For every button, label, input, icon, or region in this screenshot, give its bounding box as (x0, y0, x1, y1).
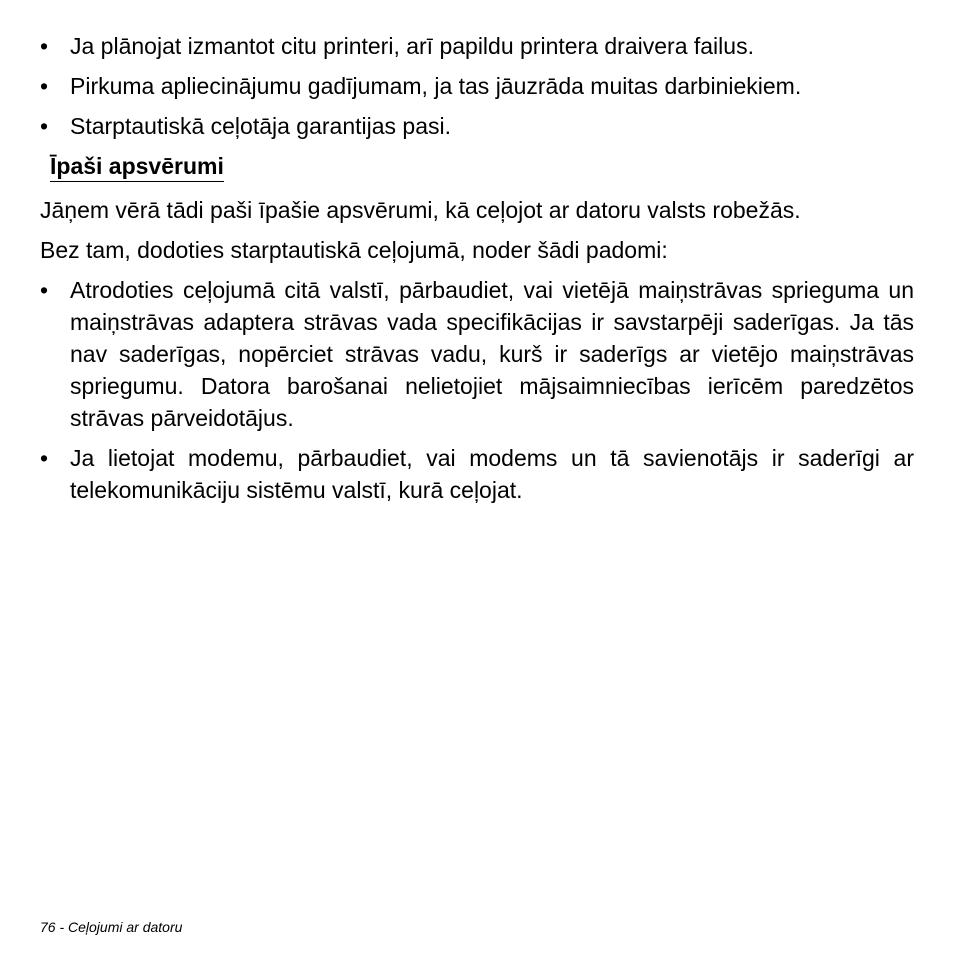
intro-paragraph: Jāņem vērā tādi paši īpašie apsvērumi, kā ceļojot ar datoru valsts robežās. (40, 197, 801, 223)
section-heading: Īpaši apsvērumi (50, 151, 224, 182)
section-heading-wrapper (50, 150, 914, 182)
page-footer: 76 - Ceļojumi ar datoru (40, 919, 183, 935)
list-item (40, 274, 914, 434)
bullet-icon: • (40, 277, 49, 303)
tips-lead-paragraph: Bez tam, dodoties starptautiskā ceļojumā, noder šādi padomi: (40, 237, 668, 263)
document-page (40, 30, 914, 514)
list-item-text: Atrodoties ceļojumā citā valstī, pārbaudiet, vai vietējā maiņstrāvas sprieguma un maiņstrāvas adaptera strāvas vada specifikācijas ir savstarpēji saderīgas. Ja tās nav saderīgas, nopērciet strāvas vadu, kurš ir saderīgs ar vietējo maiņstrāvas spriegumu. Datora barošanai nelietojiet mājsaimniecības ierīcēm paredzētos strāvas pārveidotājus. (70, 277, 914, 431)
bullet-icon: • (40, 445, 49, 471)
list-item-text: Starptautiskā ceļotāja garantijas pasi. (70, 113, 451, 139)
list-item-text: Ja plānojat izmantot citu printeri, arī papildu printera draivera failus. (70, 33, 754, 59)
bullet-icon: • (40, 73, 49, 99)
list-item (40, 30, 914, 62)
top-bullet-list (40, 30, 914, 142)
tips-bullet-list (40, 274, 914, 506)
list-item (40, 70, 914, 102)
bullet-icon: • (40, 113, 49, 139)
bullet-icon: • (40, 33, 49, 59)
list-item-text: Pirkuma apliecinājumu gadījumam, ja tas jāuzrāda muitas darbiniekiem. (70, 73, 802, 99)
list-item (40, 110, 914, 142)
list-item-text: Ja lietojat modemu, pārbaudiet, vai modems un tā savienotājs ir saderīgi ar telekomunikāciju sistēmu valstī, kurā ceļojat. (70, 445, 914, 503)
list-item (40, 442, 914, 506)
